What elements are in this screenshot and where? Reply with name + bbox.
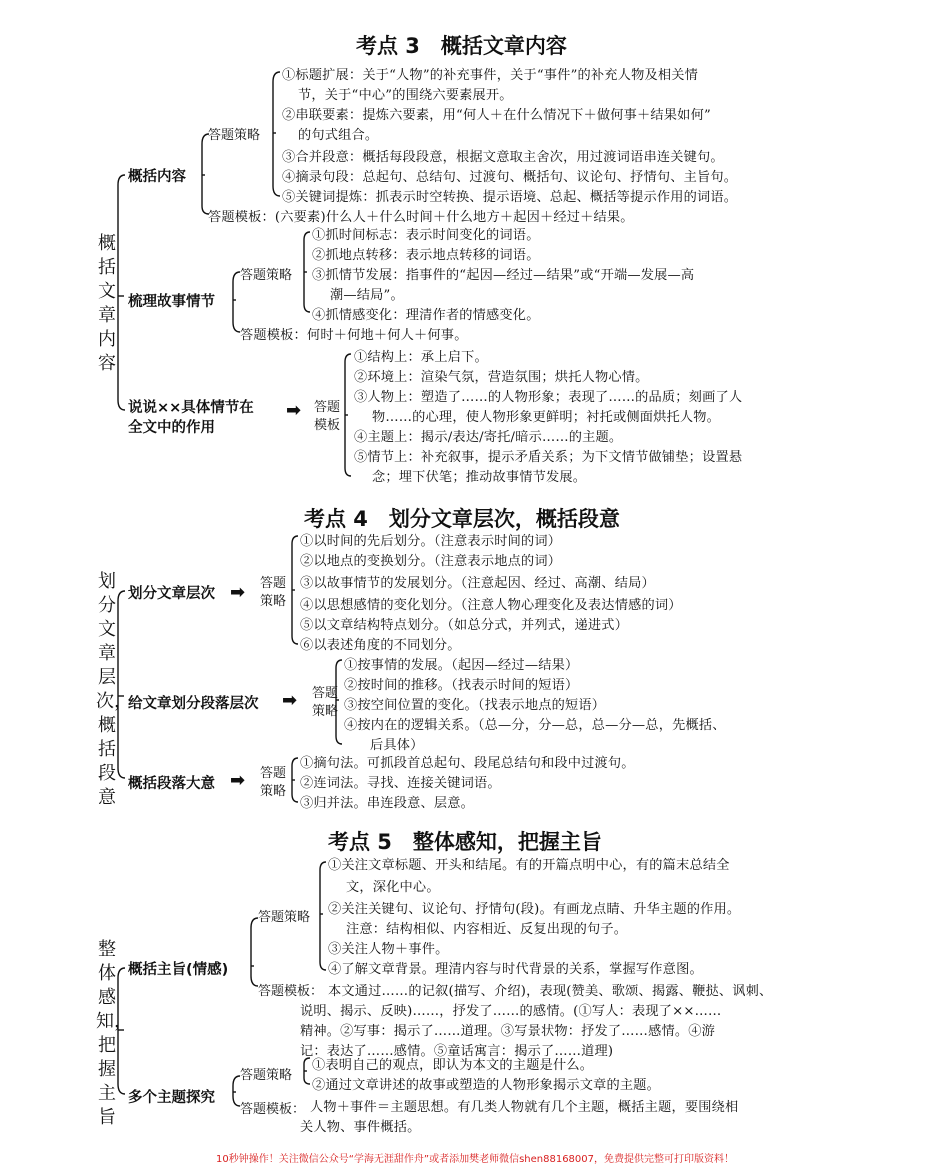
s4-b3-item: ③归并法。串连段意、层意。: [300, 796, 475, 811]
s5-b1-item: ③关注人物＋事件。: [328, 942, 449, 957]
s4-b2-strategy-l2: 策略: [312, 704, 339, 719]
s4-branch-layers: 划分文章层次: [128, 586, 215, 602]
s3-b1-item: ②串联要素：提炼六要素，用“何人＋在什么情况下＋做何事＋结果如何”: [282, 108, 711, 123]
section-4-vertical-label: 划分文章层次，概括段意: [96, 571, 132, 808]
s3-branch-plot: 梳理故事情节: [128, 294, 215, 310]
s5-b1-item: ②关注关键句、议论句、抒情句(段)。有画龙点睛、升华主题的作用。: [328, 902, 741, 917]
s3-b3-item: ②环境上：渲染气氛，营造氛围；烘托人物心情。: [354, 370, 649, 385]
arrow-right-icon: ➡: [286, 400, 302, 421]
s5-branch-theme: 概括主旨(情感): [128, 962, 229, 978]
s3-b3-item: ③人物上：塑造了……的人物形象；表现了……的品质；刻画了人: [354, 390, 743, 405]
s4-b1-strategy-l2: 策略: [260, 594, 287, 609]
s4-b1-item: ③以故事情节的发展划分。（注意起因、经过、高潮、结局）: [300, 576, 655, 591]
s3-b3-template-l1: 答题: [314, 400, 341, 415]
s3-branch-role-l2: 全文中的作用: [128, 420, 215, 436]
s5-b1-item: ④了解文章背景。理清内容与时代背景的关系，掌握写作意图。: [328, 962, 703, 977]
s4-b1-item: ②以地点的变换划分。（注意表示地点的词）: [300, 554, 562, 569]
s5-b1-item: 文，深化中心。: [346, 880, 440, 895]
s3-b1-item: 的句式组合。: [298, 128, 379, 143]
s4-b2-item: ③按空间位置的变化。（找表示地点的短语）: [344, 698, 606, 713]
s3-b1-item: ④摘录句段：总起句、总结句、过渡句、概括句、议论句、抒情句、主旨句。: [282, 170, 738, 185]
s3-b1-item: ③合并段意：概括每段段意，根据文意取主舍次，用过渡词语串连关键句。: [282, 150, 724, 165]
s3-branch-role-l1: 说说××具体情节在: [128, 400, 254, 416]
s3-b1-strategy-label: 答题策略: [208, 128, 261, 143]
s3-b2-item: ④抓情感变化：理清作者的情感变化。: [312, 308, 540, 323]
s4-b1-item: ⑤以文章结构特点划分。（如总分式，并列式，递进式）: [300, 618, 629, 633]
section-3-vertical-label: 概括文章内容: [98, 233, 116, 374]
footer-notice: 10秒钟操作！关注微信公众号“学海无涯甜作舟”或者添加樊老师微信shen88168007，免费提供完整可打印版资料！: [215, 1154, 735, 1165]
s4-b1-item: ⑥以表述角度的不同划分。: [300, 638, 461, 653]
s5-b1-template-line: 精神。②写事：揭示了……道理。③写景状物：抒发了……感情。④游: [300, 1024, 716, 1039]
s3-b3-item: ④主题上：揭示/表达/寄托/暗示……的主题。: [354, 430, 623, 445]
s5-b1-template-label: 答题模板：: [258, 984, 324, 999]
s4-b3-item: ①摘句法。可抓段首总起句、段尾总结句和段中过渡句。: [300, 756, 635, 771]
s3-b2-template: 答题模板：何时＋何地＋何人＋何事。: [240, 328, 468, 343]
s5-b1-template-line: 本文通过……的记叙(描写、介绍)，表现(赞美、歌颂、揭露、鞭挞、讽刺、: [328, 984, 773, 999]
s5-b2-template-line: 人物＋事件＝主题思想。有几类人物就有几个主题，概括主题，要围绕相: [310, 1100, 739, 1115]
s3-b2-item: ②抓地点转移：表示地点转移的词语。: [312, 248, 540, 263]
s5-b1-template-line: 说明、揭示、反映)……，抒发了……的感情。(①写人：表现了××……: [300, 1004, 722, 1019]
s4-b1-item: ④以思想感情的变化划分。（注意人物心理变化及表达情感的词）: [300, 598, 682, 613]
s4-b3-strategy-l1: 答题: [260, 766, 287, 781]
s3-b3-item: ①结构上：承上启下。: [354, 350, 488, 365]
s4-branch-paragraphs: 给文章划分段落层次: [128, 696, 259, 712]
s4-b2-item: 后具体）: [370, 738, 424, 753]
s3-b2-item: ①抓时间标志：表示时间变化的词语。: [312, 228, 540, 243]
s5-b2-item: ①表明自己的观点，即认为本文的主题是什么。: [312, 1058, 594, 1073]
section-5-title: 考点 5 整体感知，把握主旨: [328, 830, 602, 854]
s5-b1-item: 注意：结构相似、内容相近、反复出现的句子。: [346, 922, 628, 937]
s3-b2-item: 潮—结局”。: [330, 288, 404, 303]
s4-b2-item: ④按内在的逻辑关系。（总—分，分—总，总—分—总，先概括、: [344, 718, 726, 733]
s5-b2-strategy-label: 答题策略: [240, 1068, 293, 1083]
s4-b2-item: ②按时间的推移。（找表示时间的短语）: [344, 678, 579, 693]
s5-b2-template-label: 答题模板：: [240, 1102, 306, 1117]
s3-b2-item: ③抓情节发展：指事件的“起因—经过—结果”或“开端—发展—高: [312, 268, 695, 283]
s3-branch-summarize: 概括内容: [128, 169, 186, 185]
s4-b3-strategy-l2: 策略: [260, 784, 287, 799]
s5-branch-multi-theme: 多个主题探究: [128, 1090, 215, 1106]
s3-b2-strategy-label: 答题策略: [240, 268, 293, 283]
s5-b1-template-line: 记：表达了……感情。⑤童话寓言：揭示了……道理): [300, 1044, 614, 1059]
arrow-right-icon: ➡: [282, 690, 298, 711]
s5-b1-strategy-label: 答题策略: [258, 910, 311, 925]
s3-b3-item: ⑤情节上：补充叙事，提示矛盾关系；为下文情节做铺垫；设置悬: [354, 450, 743, 465]
arrow-right-icon: ➡: [230, 770, 246, 791]
arrow-right-icon: ➡: [230, 582, 246, 603]
s3-b1-item: 节，关于“中心”的围绕六要素展开。: [298, 88, 513, 103]
s3-b3-item: 物……的心理，使人物形象更鲜明；衬托或侧面烘托人物。: [372, 410, 721, 425]
s3-b3-template-l2: 模板: [314, 418, 341, 433]
s3-b3-item: 念；埋下伏笔；推动故事情节发展。: [372, 470, 587, 485]
s4-b1-item: ①以时间的先后划分。（注意表示时间的词）: [300, 534, 562, 549]
s3-b1-item: ⑤关键词提炼：抓表示时空转换、提示语境、总起、概括等提示作用的词语。: [282, 190, 738, 205]
section-5-vertical-label: 整体感知，把握主旨: [96, 939, 132, 1128]
s3-b1-template: 答题模板：(六要素)什么人＋什么时间＋什么地方＋起因＋经过＋结果。: [208, 210, 634, 225]
s5-b1-item: ①关注文章标题、开头和结尾。有的开篇点明中心，有的篇末总结全: [328, 858, 730, 873]
s4-b2-strategy-l1: 答题: [312, 686, 339, 701]
s5-b2-template-line: 关人物、事件概括。: [300, 1120, 421, 1135]
section-3-title: 考点 3 概括文章内容: [356, 34, 567, 58]
s4-branch-main-idea: 概括段落大意: [128, 776, 215, 792]
s3-b1-item: ①标题扩展：关于“人物”的补充事件，关于“事件”的补充人物及相关情: [282, 68, 699, 83]
s4-b2-item: ①按事情的发展。（起因—经过—结果）: [344, 658, 579, 673]
s4-b1-strategy-l1: 答题: [260, 576, 287, 591]
section-4-title: 考点 4 划分文章层次，概括段意: [304, 507, 620, 531]
s4-b3-item: ②连词法。寻找、连接关键词语。: [300, 776, 501, 791]
s5-b2-item: ②通过文章讲述的故事或塑造的人物形象揭示文章的主题。: [312, 1078, 661, 1093]
